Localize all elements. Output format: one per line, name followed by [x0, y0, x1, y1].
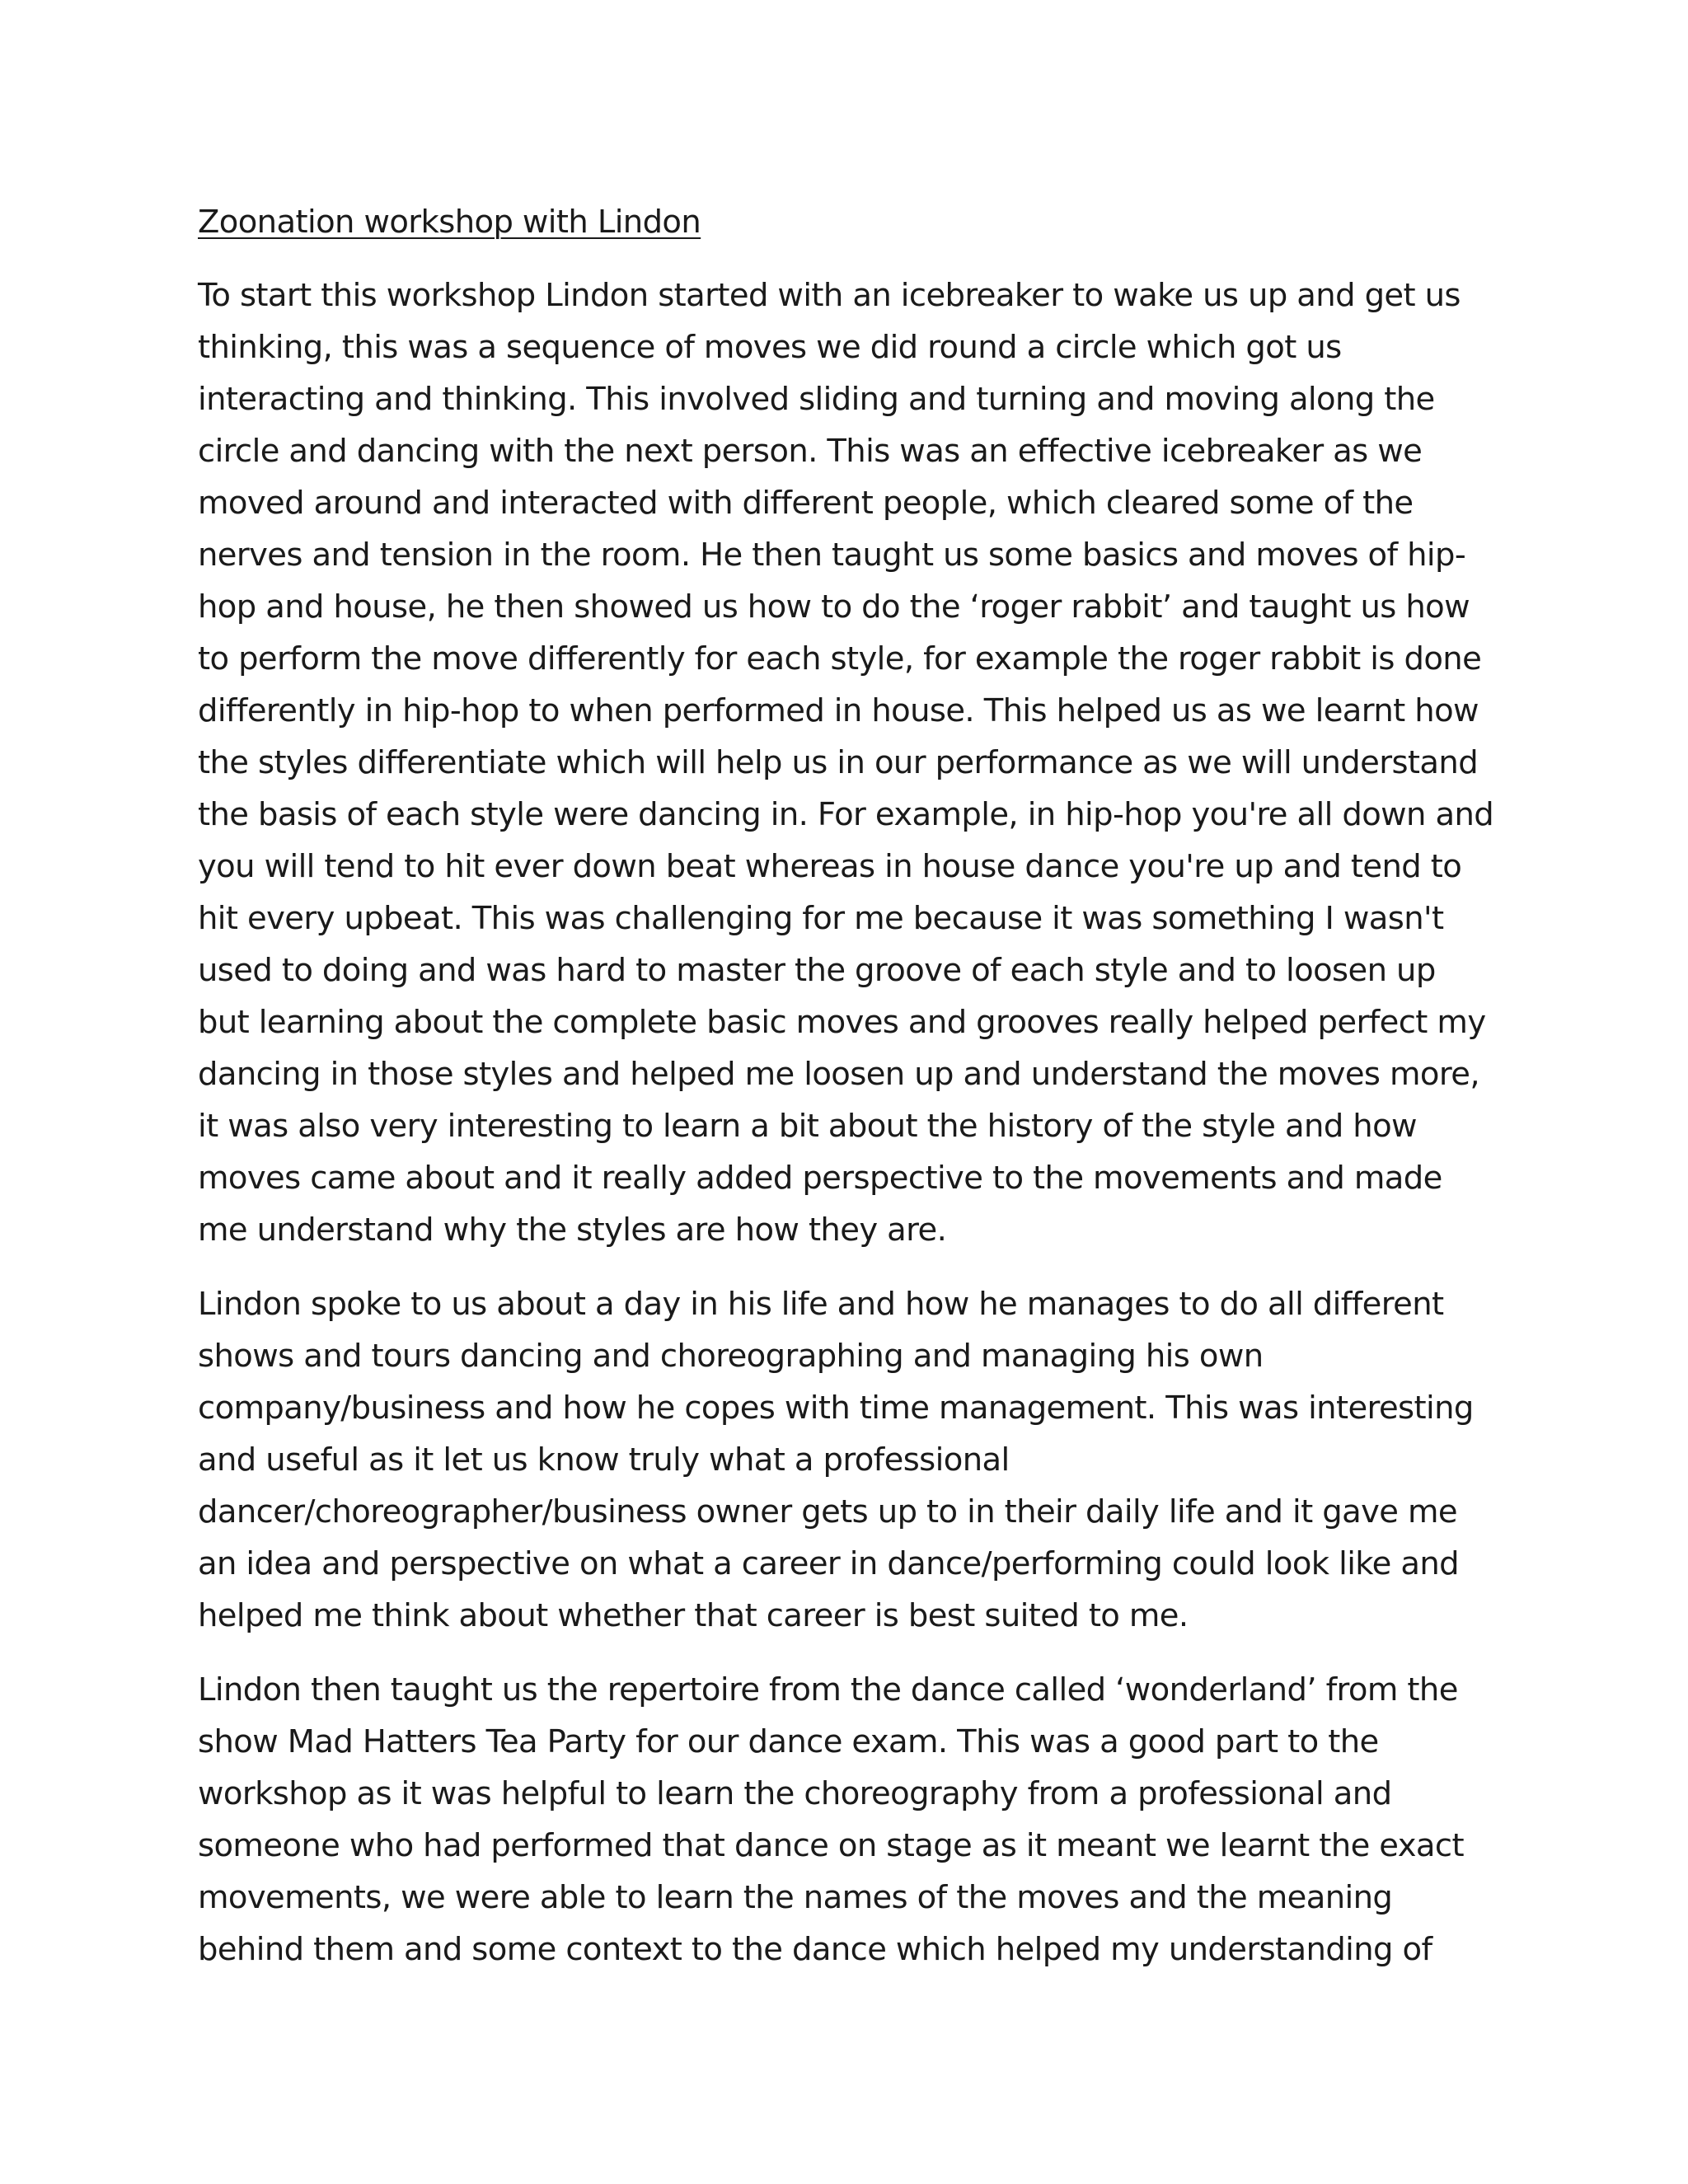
paragraph-icebreaker: To start this workshop Lindon started with an icebreaker to wake us up and get us thinking, this was a sequence of moves we did round a circle which got us interacting and thinking. This involved sliding and turning and moving along the circle and dancing with the next person. This was an effective icebreaker as we moved around and interacted with different people, which cleared some of the nerves and tension in the room. He then taught us some basics and moves of hip-hop and house, he then showed us how to do the ‘roger rabbit’ and taught us how to perform the move differently for each style, for example the roger rabbit is done differently in hip-hop to when performed in house. This helped us as we learnt how the styles differentiate which will help us in our performance as we will understand the basis of each style were dancing in. For example, in hip-hop you're all down and you will tend to hit ever down beat whereas in house dance you're up and tend to hit every upbeat. This was challenging for me because it was something I wasn't used to doing and was hard to master the groove of each style and to loosen up but learning about the complete basic moves and grooves really helped perfect my dancing in those styles and helped me loosen up and understand the moves more, it was also very interesting to learn a bit about the history of the style and how moves came about and it really added perspective to the movements and made me understand why the styles are how they are. [198, 277, 1494, 1249]
paragraph-day-in-life: Lindon spoke to us about a day in his life and how he manages to do all different shows and tours dancing and choreographing and managing his own company/business and how he copes with time management. This was interesting and useful as it let us know truly what a professional dancer/choreographer/business owner gets up to in their daily life and it gave me an idea and perspective on what a career in dance/performing could look like and helped me think about whether that career is best suited to me. [198, 1286, 1474, 1634]
paragraph-repertoire: Lindon then taught us the repertoire from the dance called ‘wonderland’ from the show Mad Hatters Tea Party for our dance exam. This was a good part to the workshop as it was helpful to learn the choreography from a professional and someone who had performed that dance on stage as it meant we learnt the exact movements, we were able to learn the names of the moves and the meaning behind them and some context to the dance which helped my understanding of [198, 1671, 1464, 1968]
document-body [198, 196, 1496, 1998]
document-title: Zoonation workshop with Lindon [198, 204, 701, 241]
